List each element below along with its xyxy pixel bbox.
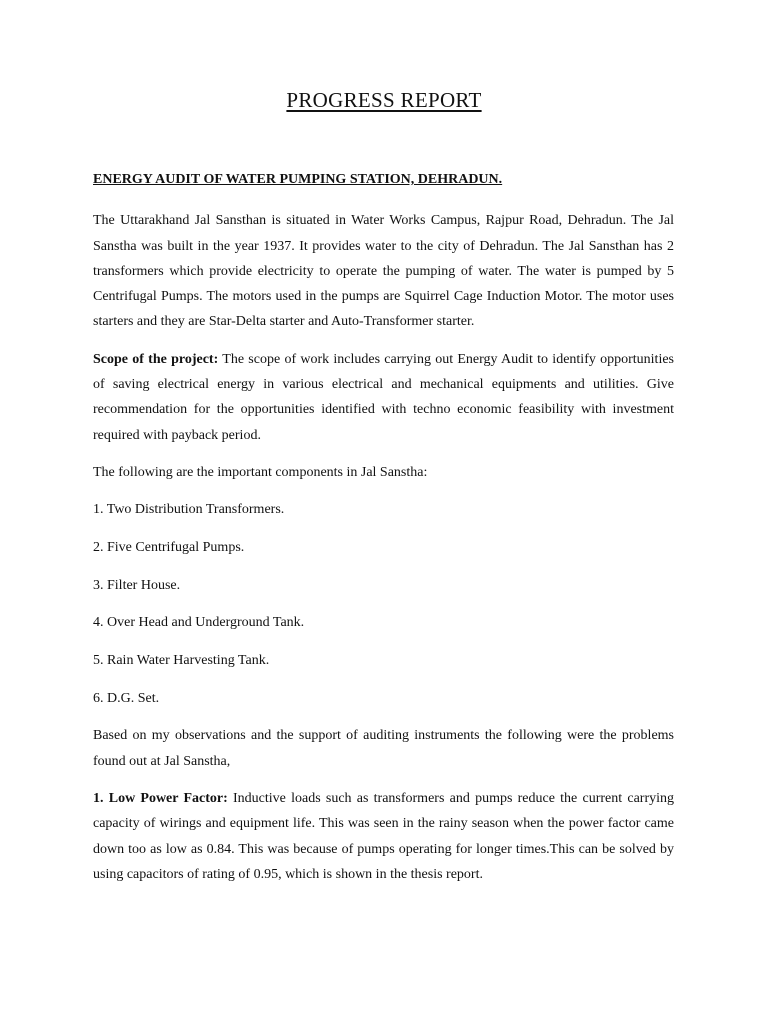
problem-paragraph bbox=[93, 786, 674, 887]
scope-label: Scope of the project: bbox=[93, 351, 219, 367]
page-title: PROGRESS REPORT bbox=[286, 88, 482, 112]
list-item: 2. Five Centrifugal Pumps. bbox=[93, 539, 245, 555]
problem-label: 1. Low Power Factor: bbox=[93, 790, 228, 806]
list-item: 4. Over Head and Underground Tank. bbox=[93, 615, 305, 631]
list-item: 3. Filter House. bbox=[93, 577, 181, 593]
problem-text: Inductive loads such as transformers and pumps reduce the current carrying capacity of wirings and equipment life. This was seen in the rainy season when the power factor came down too as low as 0.84. This was because of pumps operating for longer times.This can be solved by using capacitors of rating of 0.95, which is shown in the thesis report. bbox=[93, 790, 674, 882]
scope-text: The scope of work includes carrying out Energy Audit to identify opportunities of saving electrical energy in various electrical and mechanical equipments and utilities. Give recommendation for the opportunities identified with techno economic feasibility with investment required with payback period. bbox=[93, 351, 674, 443]
list-item: 6. D.G. Set. bbox=[93, 690, 160, 706]
intro-paragraph: The Uttarakhand Jal Sansthan is situated in Water Works Campus, Rajpur Road, Dehradun. The Jal Sanstha was built in the year 1937. It provides water to the city of Dehradun. The Jal Sansthan has 2 transformers which provide electricity to operate the pumping of water. The water is pumped by 5 Centrifugal Pumps. The motors used in the pumps are Squirrel Cage Induction Motor. The motor uses starters and they are Star-Delta starter and Auto-Transformer starter. bbox=[93, 213, 674, 330]
section-heading: ENERGY AUDIT OF WATER PUMPING STATION, DEHRADUN. bbox=[93, 172, 503, 187]
list-item: 5. Rain Water Harvesting Tank. bbox=[93, 653, 270, 669]
scope-paragraph bbox=[93, 347, 674, 448]
components-intro: The following are the important components in Jal Sanstha: bbox=[93, 464, 428, 480]
list-item: 1. Two Distribution Transformers. bbox=[93, 502, 285, 518]
document-body bbox=[93, 167, 674, 899]
observations-paragraph: Based on my observations and the support of auditing instruments the following were the problems found out at Jal Sanstha, bbox=[93, 728, 674, 769]
